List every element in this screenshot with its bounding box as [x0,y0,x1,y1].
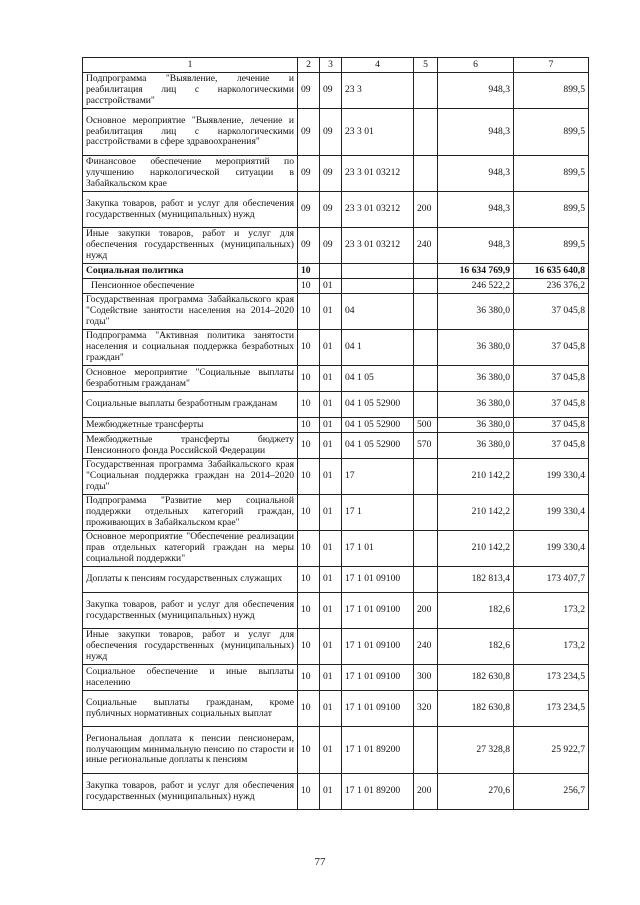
cell-subsection-code: 01 [320,392,342,418]
cell-amount-year1: 210 142,2 [438,495,514,531]
cell-amount-year2: 173 234,5 [514,691,589,727]
cell-expense-type: 300 [414,665,438,691]
cell-amount-year2: 37 045,8 [514,418,589,433]
cell-target-article: 17 1 01 09100 [342,691,414,727]
table-row [83,727,589,774]
cell-subsection-code: 01 [320,774,342,810]
cell-expense-type [414,279,438,294]
cell-target-article: 17 1 01 89200 [342,727,414,774]
cell-subsection-code: 01 [320,294,342,330]
cell-section-code: 10 [298,279,320,294]
cell-section-code: 10 [298,727,320,774]
table-row [83,567,589,593]
cell-amount-year1: 948,3 [438,109,514,156]
cell-amount-year1: 948,3 [438,73,514,109]
cell-expense-type: 200 [414,774,438,810]
cell-amount-year2: 173,2 [514,629,589,665]
cell-section-code: 10 [298,392,320,418]
cell-section-code: 10 [298,665,320,691]
cell-target-article: 23 3 01 03212 [342,228,414,264]
cell-target-article: 04 1 05 [342,366,414,392]
cell-expense-type [414,495,438,531]
table-row [83,156,589,192]
table-row [83,294,589,330]
cell-amount-year1: 182,6 [438,629,514,665]
cell-amount-year2: 199 330,4 [514,495,589,531]
table-row [83,531,589,567]
cell-amount-year1: 182 630,8 [438,665,514,691]
cell-expense-type: 240 [414,228,438,264]
cell-section-code: 10 [298,459,320,495]
cell-subsection-code: 01 [320,330,342,366]
cell-name: Финансовое обеспечение мероприятий по улучшению наркологической ситуации в Забайкальском крае [83,156,298,192]
cell-amount-year2: 199 330,4 [514,531,589,567]
cell-expense-type [414,459,438,495]
cell-name: Государственная программа Забайкальского края "Социальная поддержка граждан на 2014–2020 годы" [83,459,298,495]
column-header: 2 [298,58,320,73]
cell-section-code: 10 [298,294,320,330]
cell-amount-year1: 948,3 [438,192,514,228]
cell-expense-type: 320 [414,691,438,727]
cell-target-article [342,264,414,279]
cell-expense-type [414,531,438,567]
cell-name: Доплаты к пенсиям государственных служащих [83,567,298,593]
cell-section-code: 10 [298,531,320,567]
cell-target-article: 17 [342,459,414,495]
cell-expense-type: 570 [414,433,438,459]
cell-amount-year1: 36 380,0 [438,433,514,459]
cell-section-code: 10 [298,774,320,810]
cell-expense-type: 200 [414,192,438,228]
cell-target-article: 04 1 05 52900 [342,392,414,418]
cell-target-article: 17 1 01 09100 [342,629,414,665]
cell-subsection-code [320,264,342,279]
cell-section-code: 10 [298,366,320,392]
table-row [83,109,589,156]
cell-target-article: 23 3 [342,73,414,109]
cell-amount-year2: 16 635 640,8 [514,264,589,279]
cell-expense-type [414,109,438,156]
cell-amount-year1: 36 380,0 [438,418,514,433]
table-row [83,192,589,228]
cell-amount-year2: 37 045,8 [514,433,589,459]
cell-subsection-code: 01 [320,418,342,433]
cell-expense-type: 500 [414,418,438,433]
cell-amount-year1: 36 380,0 [438,366,514,392]
page-number: 77 [314,856,326,868]
cell-amount-year2: 173,2 [514,593,589,629]
table-row [83,264,589,279]
cell-expense-type: 200 [414,593,438,629]
cell-expense-type [414,156,438,192]
cell-target-article: 23 3 01 03212 [342,156,414,192]
cell-name: Межбюджетные трансферты бюджету Пенсионного фонда Российской Федерации [83,433,298,459]
cell-target-article: 23 3 01 [342,109,414,156]
budget-table [82,57,589,810]
column-header: 4 [342,58,414,73]
cell-subsection-code: 09 [320,109,342,156]
table-row [83,433,589,459]
cell-subsection-code: 09 [320,73,342,109]
cell-name: Социальные выплаты безработным гражданам [83,392,298,418]
cell-name: Подпрограмма "Выявление, лечение и реабилитация лиц с наркологическими расстройствами" [83,73,298,109]
cell-amount-year1: 270,6 [438,774,514,810]
cell-section-code: 10 [298,264,320,279]
cell-target-article: 17 1 [342,495,414,531]
cell-name: Подпрограмма "Активная политика занятости населения и социальная поддержка безработных граждан" [83,330,298,366]
cell-target-article: 17 1 01 89200 [342,774,414,810]
cell-amount-year2: 899,5 [514,156,589,192]
column-header: 5 [414,58,438,73]
cell-target-article: 04 1 05 52900 [342,418,414,433]
table-row [83,665,589,691]
cell-section-code: 10 [298,629,320,665]
column-header: 1 [83,58,298,73]
cell-subsection-code: 09 [320,228,342,264]
cell-section-code: 10 [298,418,320,433]
cell-subsection-code: 01 [320,629,342,665]
column-header: 6 [438,58,514,73]
cell-amount-year1: 210 142,2 [438,531,514,567]
cell-section-code: 09 [298,73,320,109]
cell-subsection-code: 01 [320,691,342,727]
cell-name: Межбюджетные трансферты [83,418,298,433]
table-row [83,418,589,433]
cell-amount-year2: 25 922,7 [514,727,589,774]
cell-name: Закупка товаров, работ и услуг для обеспечения государственных (муниципальных) нужд [83,192,298,228]
cell-subsection-code: 01 [320,665,342,691]
cell-amount-year1: 246 522,2 [438,279,514,294]
table-row [83,629,589,665]
cell-subsection-code: 01 [320,433,342,459]
table-row [83,279,589,294]
cell-subsection-code: 01 [320,279,342,294]
column-header: 3 [320,58,342,73]
cell-target-article: 17 1 01 09100 [342,593,414,629]
cell-target-article: 17 1 01 [342,531,414,567]
cell-target-article: 17 1 01 09100 [342,567,414,593]
cell-section-code: 10 [298,433,320,459]
cell-amount-year2: 899,5 [514,228,589,264]
cell-section-code: 09 [298,109,320,156]
cell-amount-year1: 36 380,0 [438,294,514,330]
cell-name: Государственная программа Забайкальского края "Содействие занятости населения на 2014–2020 годы" [83,294,298,330]
cell-amount-year2: 236 376,2 [514,279,589,294]
cell-name: Иные закупки товаров, работ и услуг для обеспечения государственных (муниципальных) нужд [83,228,298,264]
cell-name: Закупка товаров, работ и услуг для обеспечения государственных (муниципальных) нужд [83,774,298,810]
cell-expense-type [414,727,438,774]
table-row [83,495,589,531]
cell-name: Подпрограмма "Развитие мер социальной поддержки отдельных категорий граждан, проживающих в Забайкальском крае" [83,495,298,531]
cell-expense-type [414,330,438,366]
table-row [83,366,589,392]
cell-subsection-code: 01 [320,727,342,774]
table-row [83,593,589,629]
cell-amount-year1: 36 380,0 [438,392,514,418]
cell-amount-year2: 37 045,8 [514,294,589,330]
table-row [83,691,589,727]
cell-name: Иные закупки товаров, работ и услуг для обеспечения государственных (муниципальных) нужд [83,629,298,665]
cell-subsection-code: 01 [320,567,342,593]
cell-amount-year1: 948,3 [438,156,514,192]
cell-name: Социальные выплаты гражданам, кроме публичных нормативных социальных выплат [83,691,298,727]
cell-amount-year2: 256,7 [514,774,589,810]
cell-amount-year2: 173 407,7 [514,567,589,593]
cell-amount-year1: 182,6 [438,593,514,629]
cell-section-code: 10 [298,330,320,366]
cell-target-article: 04 [342,294,414,330]
table-row [83,73,589,109]
cell-name: Основное мероприятие "Выявление, лечение и реабилитация лиц с наркологическими расстройствами в сфере здравоохранения" [83,109,298,156]
table-row [83,459,589,495]
table-header-row [83,58,589,73]
cell-name: Закупка товаров, работ и услуг для обеспечения государственных (муниципальных) нужд [83,593,298,629]
cell-expense-type [414,392,438,418]
cell-expense-type: 240 [414,629,438,665]
cell-target-article: 23 3 01 03212 [342,192,414,228]
cell-section-code: 09 [298,192,320,228]
cell-subsection-code: 09 [320,192,342,228]
cell-amount-year1: 182 630,8 [438,691,514,727]
cell-expense-type [414,264,438,279]
table-body [83,73,589,810]
cell-amount-year2: 37 045,8 [514,330,589,366]
cell-amount-year1: 182 813,4 [438,567,514,593]
cell-name: Основное мероприятие "Социальные выплаты безработным гражданам" [83,366,298,392]
column-header: 7 [514,58,589,73]
cell-amount-year2: 899,5 [514,192,589,228]
cell-amount-year1: 948,3 [438,228,514,264]
cell-subsection-code: 01 [320,459,342,495]
cell-section-code: 10 [298,495,320,531]
cell-amount-year2: 37 045,8 [514,392,589,418]
cell-amount-year2: 173 234,5 [514,665,589,691]
cell-amount-year2: 899,5 [514,73,589,109]
cell-amount-year2: 199 330,4 [514,459,589,495]
cell-subsection-code: 01 [320,366,342,392]
cell-section-code: 10 [298,567,320,593]
cell-subsection-code: 01 [320,593,342,629]
table-row [83,330,589,366]
cell-expense-type [414,294,438,330]
cell-subsection-code: 09 [320,156,342,192]
cell-amount-year1: 36 380,0 [438,330,514,366]
cell-section-code: 09 [298,228,320,264]
cell-name: Пенсионное обеспечение [83,279,298,294]
cell-name: Региональная доплата к пенсии пенсионерам, получающим минимальную пенсию по старости и иные региональные доплаты к пенсиям [83,727,298,774]
cell-subsection-code: 01 [320,495,342,531]
cell-section-code: 10 [298,691,320,727]
table-row [83,228,589,264]
cell-name: Социальная политика [83,264,298,279]
cell-target-article: 04 1 05 52900 [342,433,414,459]
cell-name: Социальное обеспечение и иные выплаты населению [83,665,298,691]
cell-amount-year2: 899,5 [514,109,589,156]
cell-name: Основное мероприятие "Обеспечение реализации прав отдельных категорий граждан на меры социальной поддержки" [83,531,298,567]
cell-expense-type [414,366,438,392]
cell-expense-type [414,73,438,109]
cell-target-article: 17 1 01 09100 [342,665,414,691]
cell-amount-year1: 210 142,2 [438,459,514,495]
cell-expense-type [414,567,438,593]
cell-subsection-code: 01 [320,531,342,567]
cell-section-code: 10 [298,593,320,629]
cell-target-article [342,279,414,294]
cell-target-article: 04 1 [342,330,414,366]
cell-amount-year1: 16 634 769,9 [438,264,514,279]
table-row [83,774,589,810]
cell-amount-year1: 27 328,8 [438,727,514,774]
cell-section-code: 09 [298,156,320,192]
table-row [83,392,589,418]
cell-amount-year2: 37 045,8 [514,366,589,392]
